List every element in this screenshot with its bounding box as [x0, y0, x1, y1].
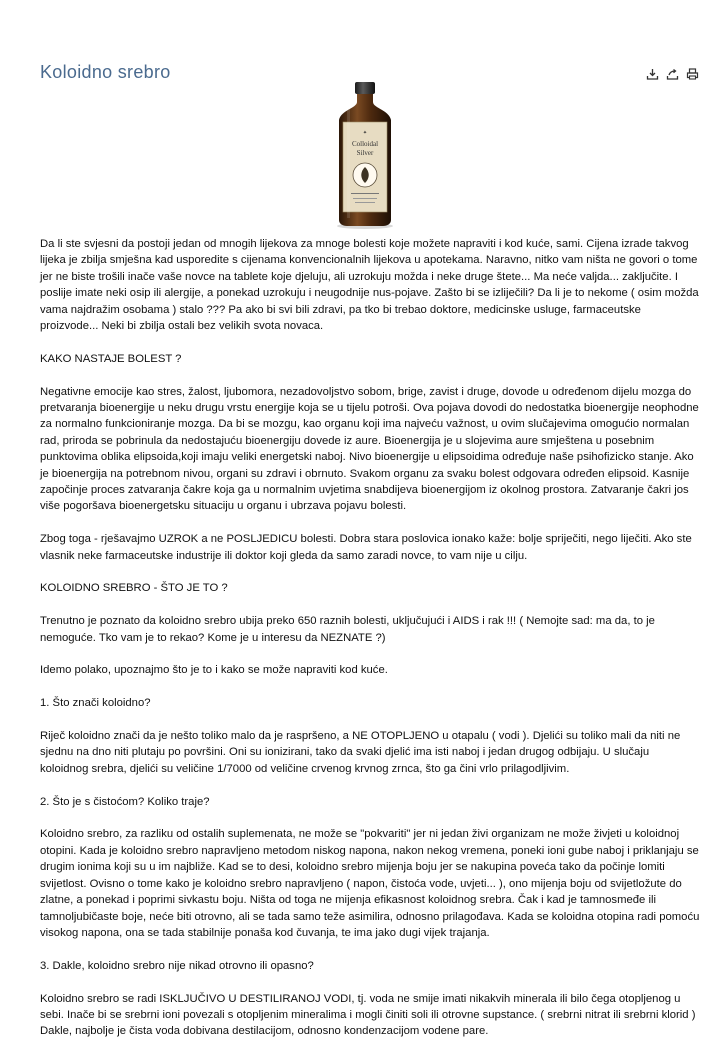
- body-paragraph: Trenutno je poznato da koloidno srebro ubija preko 650 raznih bolesti, uključujući i AIDS i rak !!! ( Nemojte sad: ma da, to je nemoguće. Tko vam je to rekao? Kome je u interesu da NEZNATE ?): [40, 615, 655, 644]
- question-heading: 2. Što je s čistoćom? Koliko traje?: [40, 795, 210, 808]
- body-paragraph: Koloidno srebro, za razliku od ostalih suplemenata, ne može se "pokvariti" jer ni jedan živi organizam ne može živjeti u koloidnoj otopini. Kada je koloidno srebro napravljeno metodom niskog napona, nakon nekog vremena, poneki ioni gube naboj i priklanjaju se drugim ionima koji su u im najbliže. Kad se to desi, koloidno srebro mijenja boju jer se nakupina poveća tako da počinje lomiti svijetlost. Ovisno o tome kako je koloidno srebro napravljeno ( napon, čistoća vode, uvjeti... ), ono mijenja boju od svijetložute do zlatne, a ponekad i poprimi sivkastu boju. Ništa od toga ne mijenja efikasnost koloidnog srebra. Čak i kad je tamnosmeđe ili tamnoljubičaste boje, neće biti otrovno, ali se tada samo teže asimilira, odnosno prilagođava. Kada se koloidna otopina radi pomoću visokog napona, ona se tada stabilnije ponaša kod čuvanja, te ima jako dugi vijek trajanja.: [40, 828, 700, 939]
- intro-paragraph: Da li ste svjesni da postoji jedan od mnogih lijekova za mnoge bolesti koje možete napraviti i kod kuće, sami. Cijena izrade takvog lijeka je zbilja smješna kad usporedite s cijenama konvencionalnih lijekova u apotekama. Naravno, nitko vam ništa ne govori o tome jer ne biste trošili inače vaše novce na tablete koje djeluju, ali uzrokuju možda i neke druge štete... Ma neće valjda... zaključite. I poslije imate neki osip ili alergije, a ponekad uzrokuju i neugodnije nus-pojave. Zašto bi se izliječili? Da li je to nekome ( osim možda vama najdražim osobama ) stalo ??? Pa ako bi svi bili zdravi, pa tko bi trebao doktore, medicinske usluge, farmaceutske proizvode... Neki bi zbilja ostali bez velikih svota novaca.: [40, 238, 699, 333]
- colloidal-silver-bottle-image: [325, 80, 405, 230]
- body-paragraph: Zbog toga - rješavajmo UZROK a ne POSLJEDICU bolesti. Dobra stara poslovica ionako kaže: bolje spriječiti, nego liječiti. Ako ste vlasnik neke farmaceutske industrije ili doktor koji gleda da samo zaradi novce, to vam nije u cilju.: [40, 533, 692, 562]
- toolbar: [646, 68, 699, 80]
- section-heading: KOLOIDNO SREBRO - ŠTO JE TO ?: [40, 582, 228, 595]
- page-title: Koloidno srebro: [40, 62, 171, 82]
- bottle-label-product: Silver: [356, 149, 374, 157]
- question-heading: 3. Dakle, koloidno srebro nije nikad otrovno ili opasno?: [40, 959, 314, 972]
- question-heading: 1. Što znači koloidno?: [40, 697, 151, 710]
- print-icon[interactable]: [686, 68, 699, 80]
- body-paragraph: Koloidno srebro se radi ISKLJUČIVO U DESTILIRANOJ VODI, tj. voda ne smije imati nikakvih minerala ili bilo čega otopljenog u sebi. Inače bi se srebrni ioni povezali s otopljenim mineralima i mogli činiti soli ili otrovne supstance. ( srebrni nitrat ili srebrni klorid ) Dakle, najbolje je čista voda dobivana destilacijom, odnosno kondenzacijom vodene pare.: [40, 992, 696, 1038]
- body-paragraph: Negativne emocije kao stres, žalost, ljubomora, nezadovoljstvo sobom, brige, zavist i druge, dovode u određenom dijelu mozga do pretvaranja bioenergije u neku drugu vrstu energije koja se u tijelu potroši. Ova pojava dovodi do nedostatka bioenergije neophodne za normalno funkcioniranje mozga. Da bi se mozgu, kao organu koji ima najveću važnost, u ovim slučajevima omogućio normalan rad, priroda se pobrinula da nedostajuću bioenergiju dovede iz aure. Bioenergija je u slojevima aure smještena u posebnim punktovima oblika elipsoida,koji imaju veliki energetski naboj. Nivo bioenergije u elipsoidima određuje naše psihofizicko stanje. Ako je bioenergija na potrebnom nivou, organi su zdravi i obrnuto. Svakom organu za svaku bolest odgovara određen elipsoid. Kasnije započinje proces zatvaranja čakre koja ga u normalnim uvjetima snabdijeva bioenergijom iz okolnog prostora. Zatvaranje čakri jos više pogoršava bioenergetsku situaciju u organu i ubrzava pojavu bolesti.: [40, 385, 699, 513]
- body-paragraph: Riječ koloidno znači da je nešto toliko malo da je raspršeno, a NE OTOPLJENO u otapalu ( vodi ). Djelići su toliko mali da niti ne sjednu na dno niti plutaju po površini. Oni su ionizirani, tako da svaki djelić ima isti naboj i jedan drugog odbijaju. U slučaju koloidnog srebra, djelići su veličine 1/7000 od veličine crvenog krvnog zrnca, što ga čini vrlo prilagodljivim.: [40, 730, 681, 775]
- download-icon[interactable]: [646, 68, 659, 80]
- svg-text:✦: ✦: [362, 130, 368, 136]
- bottle-label-brand: Colloidal: [351, 140, 379, 148]
- section-heading: KAKO NASTAJE BOLEST ?: [40, 352, 182, 365]
- body-paragraph: Idemo polako, upoznajmo što je to i kako se može napraviti kod kuće.: [40, 664, 388, 677]
- share-icon[interactable]: [666, 68, 679, 80]
- article-body: [40, 236, 700, 1056]
